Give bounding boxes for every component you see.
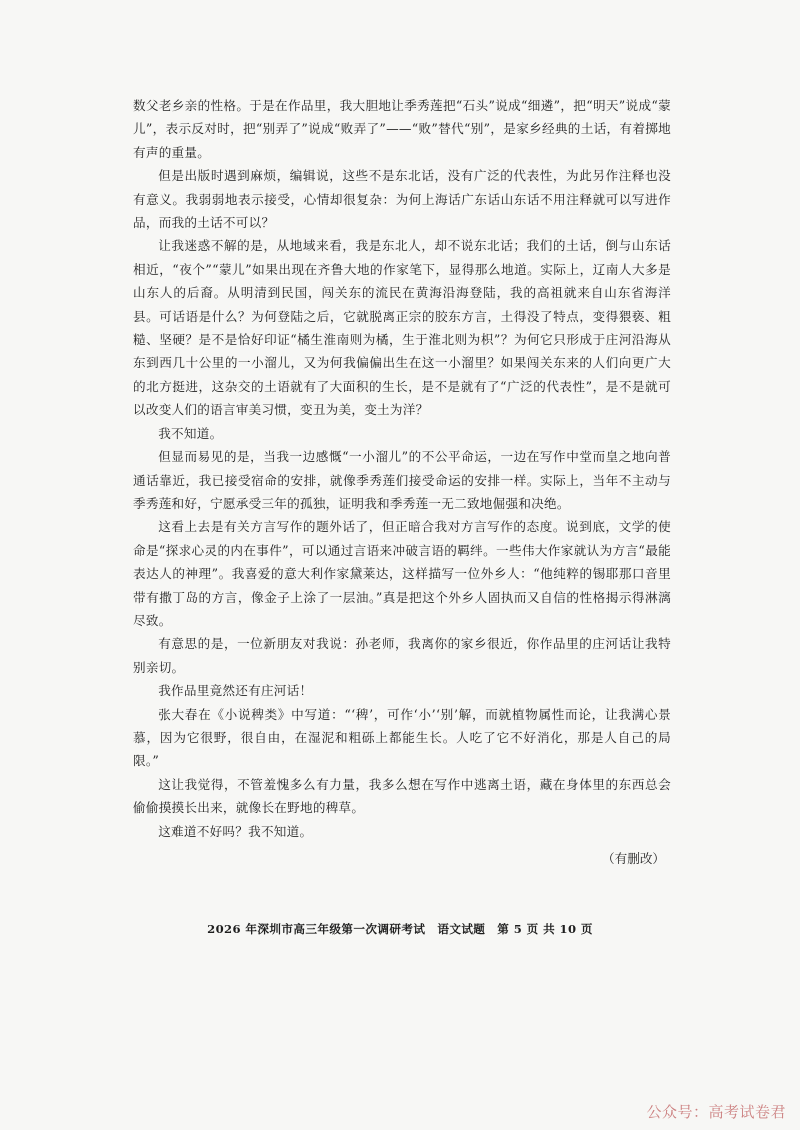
- paragraph-1: 数父老乡亲的性格。于是在作品里，我大胆地让季秀莲把“石头”说成“细遴”，把“明天”说成“蒙儿”，表示反对时，把“别弄了”说成“败弄了”——“败”替代“别”，是家乡经典的土话，有着掷地有声的重量。: [133, 98, 671, 160]
- paragraph-10: 这让我觉得，不管羞愧多么有力量，我多么想在写作中逃离土语，藏在身体里的东西总会偷偷摸摸长出来，就像长在野地的稗草。: [133, 776, 671, 816]
- paragraph-2: 但是出版时遇到麻烦，编辑说，这些不是东北话，没有广泛的代表性，为此另作注释也没有意义。我弱弱地表示接受，心情却很复杂：为何上海话广东话山东话不用注释就可以写进作品，而我的土话不可以？: [133, 168, 671, 231]
- watermark: 公众号：高考试卷君: [646, 1103, 786, 1121]
- paragraph-5: 但显而易见的是，当我一边感慨“一小溜儿”的不公平命运，一边在写作中堂而皇之地向普通话靠近，我已接受宿命的安排，就像季秀莲们接受命运的安排一样。实际上，当年不主动与季秀莲和好，宁愿承受三年的孤独，证明我和季秀莲一无二致地倔强和决绝。: [133, 449, 671, 511]
- paragraph-3: 让我迷惑不解的是，从地域来看，我是东北人，却不说东北话；我们的土话，倒与山东话相近，“夜个”“蒙儿”如果出现在齐鲁大地的作家笔下，显得那么地道。实际上，辽南人大多是山东人的后裔。从明清到民国，闯关东的流民在黄海沿海登陆，我的高祖就来自山东省海洋县。可话语是什么？为何登陆之后，它就脱离正宗的胶东方言，土得没了特点，变得猥亵、粗糙、坚硬？是不是恰好印证“橘生淮南则为橘，生于淮北则为枳”？为何它只形成于庄河沿海从东到西几十公里的一小溜儿，又为何我偏偏出生在这一小溜里？如果闯关东来的人们向更广大的北方挺进，这杂交的土语就有了大面积的生长，是不是就有了“广泛的代表性”，是不是就可以改变人们的语言审美习惯，变丑为美，变土为洋？: [133, 238, 671, 418]
- page-footer: 2026 年深圳市高三年级第一次调研考试 语文试题 第 5 页 共 10 页: [207, 922, 593, 936]
- article-body: [133, 94, 671, 870]
- paragraph-11: 这难道不好吗？我不知道。: [158, 823, 313, 839]
- paragraph-7: 有意思的是，一位新朋友对我说：孙老师，我离你的家乡很近，你作品里的庄河话让我特别亲切。: [133, 636, 671, 675]
- paragraph-8: 我作品里竟然还有庄河话！: [158, 683, 313, 699]
- paragraph-4: 我不知道。: [158, 425, 223, 441]
- paragraph-9: 张大春在《小说稗类》中写道：“‘稗’，可作‘小’‘别’解，而就植物属性而论，让我满心景慕，因为它很野，很自由，在湿泥和粗砾上都能生长。人吃了它不好消化，那是人自己的局限。”: [133, 706, 671, 769]
- paragraph-6: 这看上去是有关方言写作的题外话了，但正暗合我对方言写作的态度。说到底，文学的使命是“探求心灵的内在事件”，可以通过言语来冲破言语的羁绊。一些伟大作家就认为方言“最能表达人的神理”。我喜爱的意大利作家黛莱达，这样描写一位外乡人：“他纯粹的锡耶那口音里带有撒丁岛的方言，像金子上涂了一层油。”真是把这个外乡人固执而又自信的性格揭示得淋漓尽致。: [133, 519, 671, 628]
- source-note: （有删改）: [602, 851, 665, 866]
